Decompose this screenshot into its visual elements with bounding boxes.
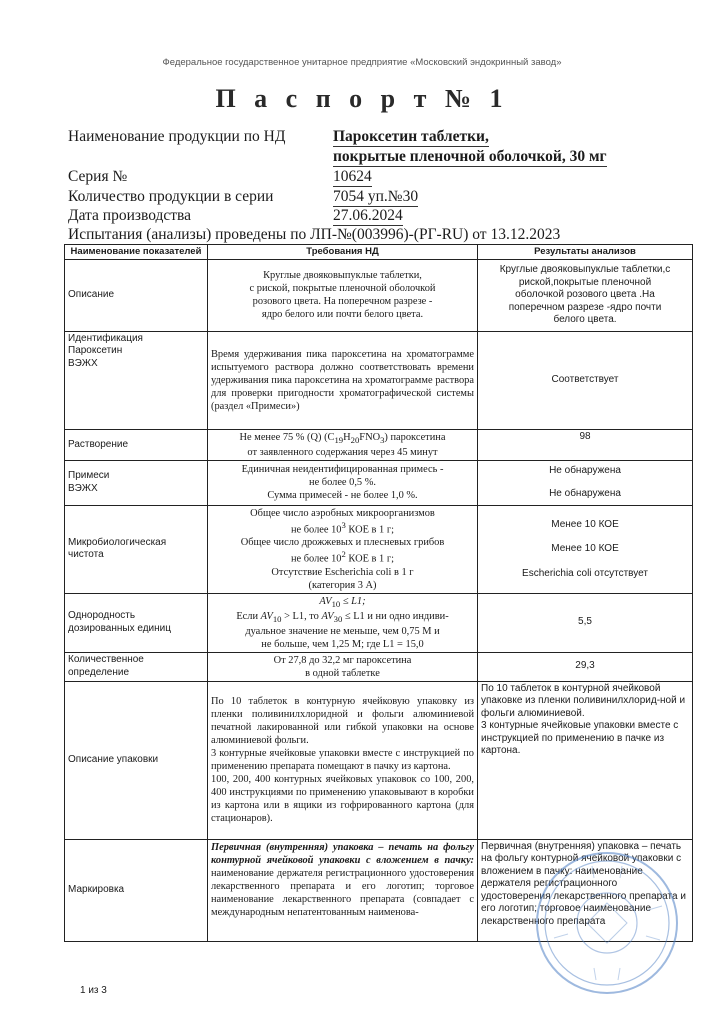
header-requirements: Требования НД [208,245,478,260]
table-row [65,593,693,652]
row-name-assay: Количественное определение [65,652,208,681]
product-value-line2: покрытые пленочной оболочкой, 30 мг [333,148,607,165]
row-req-packaging: По 10 таблеток в контурную ячейковую упаковку из пленки поливинилхлоридной и фольги алюминиевой печатной лакированной или гибкой упаковки на основе алюминиевой фольги. 3 контурные ячейковые упаковки вместе с инструкцией по применению препарата помещают в пачку из картона. 100, 200, 400 контурных ячейковых упаковок со 100, 200, 400 инструкциями по применению упаковывают в коробки из картона или в ящики из гофрированного картона (для стационаров). [208,681,478,839]
specification-table [64,244,693,942]
row-name-uniformity: Однородность дозированных единиц [65,593,208,652]
quantity-value: 7054 уп.№30 [333,188,419,205]
organization-name: Федеральное государственное унитарное предприятие «Московский эндокринный завод» [162,57,562,68]
row-req-impurities: Единичная неидентифицированная примесь - не более 0,5 %. Сумма примесей - не более 1,0 %. [208,460,478,505]
table-row [65,259,693,331]
row-req-microbiology: Общее число аэробных микроорганизмов не более $10^3$ КОЕ в 1 г; Общее число дрожжевых и плесневых грибов не более $10^2$ КОЕ в 1 г; Отсутствие Escherichia coli в 1 г (категория 3 А) [208,505,478,593]
row-name-description: Описание [65,259,208,331]
date-label: Дата производства [68,207,192,224]
product-value-line1: Пароксетин таблетки, [333,128,489,145]
row-name-impurities: Примеси ВЭЖХ [65,460,208,505]
row-res-description: Круглые двояковыпуклые таблетки,с риской,покрытые пленочной оболочкой розового цвета .На поперечном разрезе -ядро почти белого цвета. [478,259,693,331]
row-name-identification: Идентификация Пароксетин ВЭЖХ [65,331,208,429]
table-row [65,331,693,429]
document-title: П а с п о р т № 1 [215,84,509,113]
row-name-marking: Маркировка [65,839,208,941]
row-req-assay: От 27,8 до 32,2 мг пароксетина в одной таблетке [208,652,478,681]
row-req-identification: Время удерживания пика пароксетина на хроматограмме испытуемого раствора должно соответствовать времени удерживания пика пароксетина на хроматограмме раствора для проверки пригодности хроматографической системы (раздел «Примеси») [208,331,478,429]
date-value: 27.06.2024 [333,207,403,224]
row-req-marking: Первичная (внутренняя) упаковка – печать на фольгу контурной ячейковой упаковки с вложением в пачку: наименование держателя регистрационного удостоверения лекарственного препарата и его логотип; торговое наименование лекарственного препарата (совпадает с международным непатентованным наименова- [208,839,478,941]
table-row [65,460,693,505]
row-req-dissolution: Не менее 75 % (Q) $(C_{19}H_{20}FNO_3)$ пароксетина от заявленного содержания через 45 минут [208,429,478,460]
row-res-impurities: Не обнаружена Не обнаружена [478,460,693,505]
header-results: Результаты анализов [478,245,693,260]
row-res-packaging: По 10 таблеток в контурной ячейковой упаковке из пленки поливинилхлорид-ной и фольги алюминиевой. 3 контурные ячейковые упаковки вместе с инструкцией по применению в пачке из картона. [478,681,693,839]
series-label: Серия № [68,168,128,185]
series-value: 10624 [333,168,372,185]
table-row [65,652,693,681]
header-indicator: Наименование показателей [65,245,208,260]
round-stamp-icon [532,848,682,998]
table-row [65,505,693,593]
row-name-dissolution: Растворение [65,429,208,460]
tests-line: Испытания (анализы) проведены по ЛП-№(003996)-(РГ-RU) от 13.12.2023 [68,226,561,243]
row-res-microbiology: Менее 10 КОЕ Менее 10 КОЕ Escherichia coli отсутствует [478,505,693,593]
table-row [65,429,693,460]
row-req-uniformity: $AV_{10} \le L1$; Если $AV_{10} > L1$, то $AV_{30} \le L1$ и ни одно индиви- дуальное значение не меньше, чем 0,75 М и не больше, чем 1,25 М; где L1 = 15,0 [208,593,478,652]
quantity-label: Количество продукции в серии [68,188,274,205]
row-res-marking: Первичная (внутренняя) упаковка – печать на фольгу контурной ячейковой упаковки с вложением в пачку: наименование держателя регистрационного удостоверения лекарственного препарата и его логотип; торговое наименование лекарственного препарата [478,839,693,941]
page-number: 1 из 3 [80,985,107,996]
row-res-uniformity: 5,5 [478,593,693,652]
row-name-packaging: Описание упаковки [65,681,208,839]
table-header-row [65,245,693,260]
row-name-microbiology: Микробиологическая чистота [65,505,208,593]
row-req-description: Круглые двояковыпуклые таблетки, с риской, покрытые пленочной оболочкой розового цвета. На поперечном разрезе - ядро белого или почти белого цвета. [208,259,478,331]
row-res-dissolution: 98 [478,429,693,460]
row-res-assay: 29,3 [478,652,693,681]
row-res-identification: Соответствует [478,331,693,429]
product-label: Наименование продукции по НД [68,128,286,145]
table-row [65,681,693,839]
